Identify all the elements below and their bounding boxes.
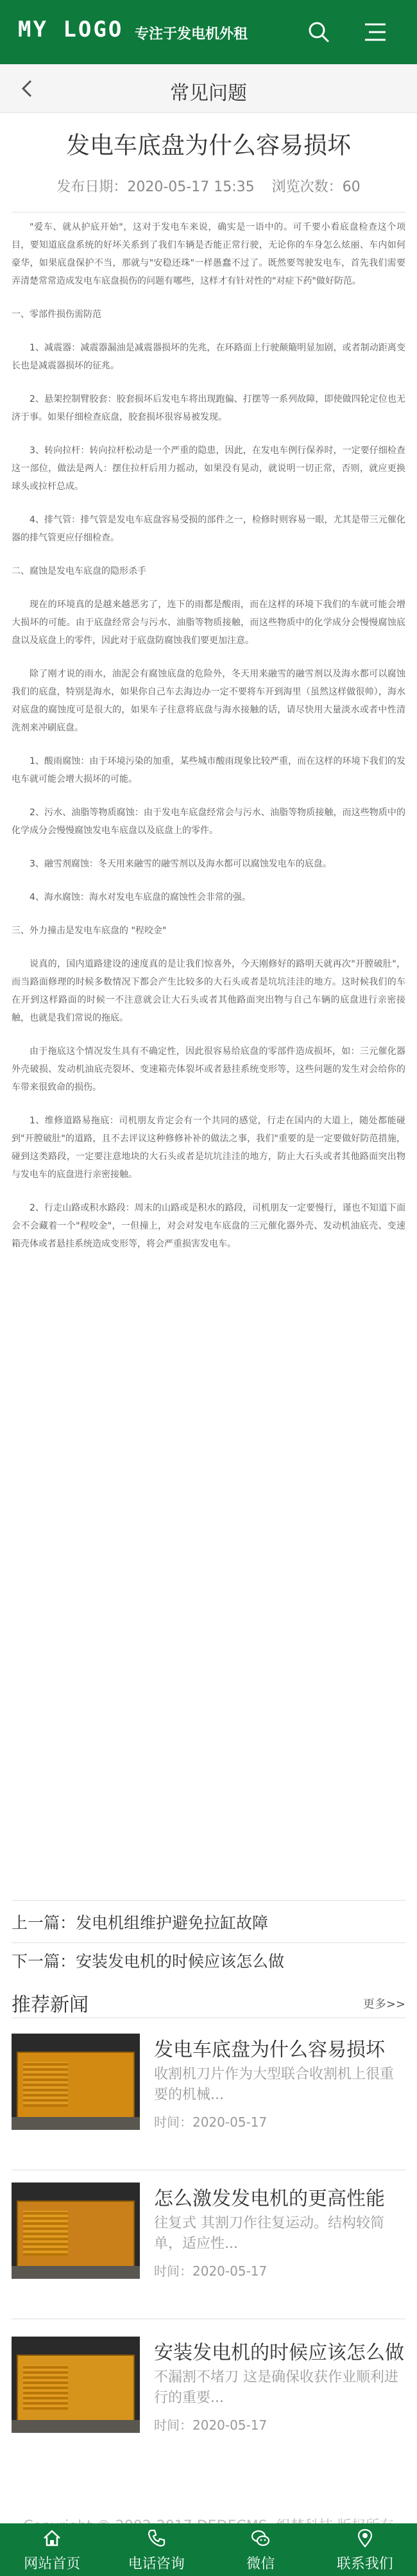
prevnext-divider-mid [12,1942,405,1943]
article-paragraph: 1、酸雨腐蚀：由于环境污染的加重，某些城市酸雨现象比较严重，而在这样的环境下我们的发电车就可能会增大损坏的可能。 [12,756,405,784]
top-header [0,0,417,64]
article-paragraph: 4、海水腐蚀：海水对发电车底盘的腐蚀性会非常的强。 [30,892,251,903]
news-time: 时间：2020-05-17 [154,2114,268,2130]
page-title: 常见问题 [170,82,247,105]
view-count [272,179,361,195]
news-title[interactable]: 安装发电机的时候应该怎么做 [154,2342,404,2364]
recommend-title: 推荐新闻 [12,1994,89,2016]
article-meta [0,176,417,196]
article-paragraph: 3、转向拉杆：转向拉杆松动是一个严重的隐患，因此，在发电车例行保养时，一定要仔细检查这一部位，做法是两人：摆住拉杆后用力摇动，如果没有晃动，就说明一切正常，否则，就应更换球头或拉杆总成。 [12,445,405,492]
nav-wechat-label: 微信 [246,2556,275,2572]
article-paragraph: 现在的环境真的是越来越恶劣了，连下的雨都是酸雨，而在这样的环境下我们的车就可能会增大损坏的可能。由于底盘经常会与污水、油脂等物质接触，而这些物质中的化学成分会慢慢腐蚀底盘以及底盘上的零件，因此对于底盘防腐蚀我们要更加注意。 [12,600,405,646]
phone-icon [147,2528,166,2548]
nav-home[interactable] [0,2523,105,2576]
nav-contact[interactable] [313,2523,417,2576]
wechat-icon [251,2528,270,2548]
menu-icon [362,19,388,45]
news-item[interactable] [12,2183,405,2317]
view-count-label: 浏览次数： [271,179,343,195]
bottom-nav [0,2523,417,2576]
nav-home-label: 网站首页 [24,2556,81,2572]
news-time: 时间：2020-05-17 [154,2263,268,2279]
news-desc: 往复式 其割刀作往复运动。结构较简单，适应性... [154,2215,384,2252]
article-paragraph: 4、排气管：排气管是发电车底盘容易受损的部件之一，检修时则容易一眼，尤其是带三元催化器的排气管更应仔细检查。 [12,515,405,543]
nav-phone[interactable] [105,2523,209,2576]
page-title-bar [0,64,417,113]
news-desc: 收割机刀片作为大型联合收割机上很重要的机械... [154,2066,395,2103]
next-label: 下一篇： [12,1952,76,1971]
news-desc: 不漏割不堵刀 这是确保收获作业顺利进行的重要... [154,2369,398,2406]
next-title[interactable]: 安装发电机的时候应该怎么做 [76,1952,285,1971]
prev-article-link[interactable] [12,1910,405,1933]
news-title[interactable]: 怎么激发发电机的更高性能 [154,2188,385,2210]
publish-date [56,179,254,195]
prevnext-divider-top [12,1900,405,1901]
article-paragraph: 3、融雪剂腐蚀：冬天用来融雪的融雪剂以及海水都可以腐蚀发电车的底盘。 [30,859,332,869]
site-slogan: 专注于发电机外租 [135,26,248,42]
article-paragraph: 2、悬架控制臂胶套：胶套损坏后发电车将出现跑偏、打摆等一系列故障，即使做四轮定位也无济于事。如果仔细检查底盘，胶套损坏很容易被发现。 [12,394,405,422]
site-logo[interactable]: MY LOGO [18,17,124,42]
prev-label: 上一篇： [12,1914,76,1932]
article-paragraph: 2、污水、油脂等物质腐蚀：由于发电车底盘经常会与污水、油脂等物质接触，而这些物质中的化学成分会慢慢腐蚀发电车底盘以及底盘上的零件。 [12,808,405,836]
article-paragraph: "爱车、就从护底开始"，这对于发电车来说，确实是一语中的。可千要小看底盘检查这个项目，要知道底盘系统的好坏关系到了我们车辆是否能正常行驶，无论你的车身怎么炫丽、车内如何豪华，如果底盘保护不当，那就与"安稳还珠"一样愚蠢不过了。既然要驾驶发电车，首先我们需要弄清楚常常造成发电车底盘损伤的问题有哪些，这样才有针对性的"对症下药"做好防范。 [12,222,405,286]
article-paragraph: 说真的，国内道路建设的速度真的是让我们惊喜外，今天刚修好的路明天就再次"开膛破肚"，而当路面修理的时候多数情况下都会产生比较多的大石头或者是坑坑洼洼的地方。这时候我们的车在开到这样路面的时候一不注意就会让大石头或者其他路面突出物与自己车辆的底盘进行亲密接触，也就是我们常说的拖底。 [12,959,405,1023]
article-paragraph: 由于拖底这个情况发生具有不确定性，因此很容易给底盘的零部件造成损坏，如：三元催化器外壳破损、发动机油底壳裂坏、变速箱壳体裂坏或者悬挂系统变形等，这些问题的发生对会给你的车带来很致命的损伤。 [12,1046,405,1093]
recommend-header [12,1985,405,2018]
article-paragraph: 1、维修道路易拖底：司机朋友肯定会有一个共同的感觉，行走在国内的大道上，随处都能碰到"开膛破肚"的道路，且不去评议这种修修补补的做法之事，我们"重要的是一定要做好防范措施，碰到这类路段，一定要注意地块的大石头或者是坑坑洼洼的地方，防止大石头或者其他路面突出物与发电车的底盘进行亲密接触。 [12,1116,405,1180]
article-section-heading: 一、零部件损伤需防范 [12,309,101,320]
location-icon [355,2528,375,2548]
news-item[interactable] [12,2337,405,2471]
news-thumbnail[interactable] [12,2183,140,2279]
publish-date-label: 发布日期： [56,179,128,195]
home-icon [42,2528,62,2548]
news-item[interactable] [12,2034,405,2168]
search-icon [306,19,332,45]
prev-title[interactable]: 发电机组维护避免拉缸故障 [76,1914,269,1932]
more-link[interactable]: 更多>> [362,1998,405,2011]
view-count-value: 60 [342,179,361,195]
next-article-link[interactable] [12,1949,405,1972]
publish-date-value: 2020-05-17 15:35 [127,179,255,195]
article-paragraph: 除了刚才说的雨水，油泥会有腐蚀底盘的危险外，冬天用来融雪的融雪剂以及海水都可以腐蚀我们的底盘，特别是海水，如果你自己车去海边办一定不要将车开到海里（虽然这样做很帅），海水对底盘的腐蚀度可是很大的，如果车子往意将底盘与海水接触的话，请尽快用大量淡水或者中性清洗剂来冲刷底盘。 [12,669,405,733]
news-thumbnail[interactable] [12,2034,140,2130]
news-thumbnail[interactable] [12,2337,140,2433]
article-paragraph: 1、减震器：减震器漏油是减震器损坏的先兆，在环路面上行驶颠簸明显加剧，或者制动距离变长也是减震器损坏的征兆。 [12,343,405,371]
article-section-heading: 三、外力撞击是发电车底盘的 "程咬金" [12,926,167,936]
news-title[interactable]: 发电车底盘为什么容易损坏 [154,2039,385,2061]
news-time: 时间：2020-05-17 [154,2417,268,2433]
article-title: 发电车底盘为什么容易损坏 [66,132,351,159]
article-section-heading: 二、腐蚀是发电车底盘的隐形杀手 [12,566,146,576]
article-body [12,218,405,1268]
article-paragraph: 2、行走山路或积水路段：周末的山路或是积水的路段，司机朋友一定要慢行，谨也不知道下面会不会藏着一个"程咬金"，一但撞上，对会对发电车底盘的三元催化器外壳、发动机油底壳、变速箱壳体或者悬挂系统造成变形等，将会严重损害发电车。 [12,1203,405,1249]
nav-contact-label: 联系我们 [336,2556,393,2572]
nav-phone-label: 电话咨询 [128,2556,185,2572]
nav-wechat[interactable] [208,2523,313,2576]
search-button[interactable] [306,19,332,45]
menu-button[interactable] [362,19,388,45]
